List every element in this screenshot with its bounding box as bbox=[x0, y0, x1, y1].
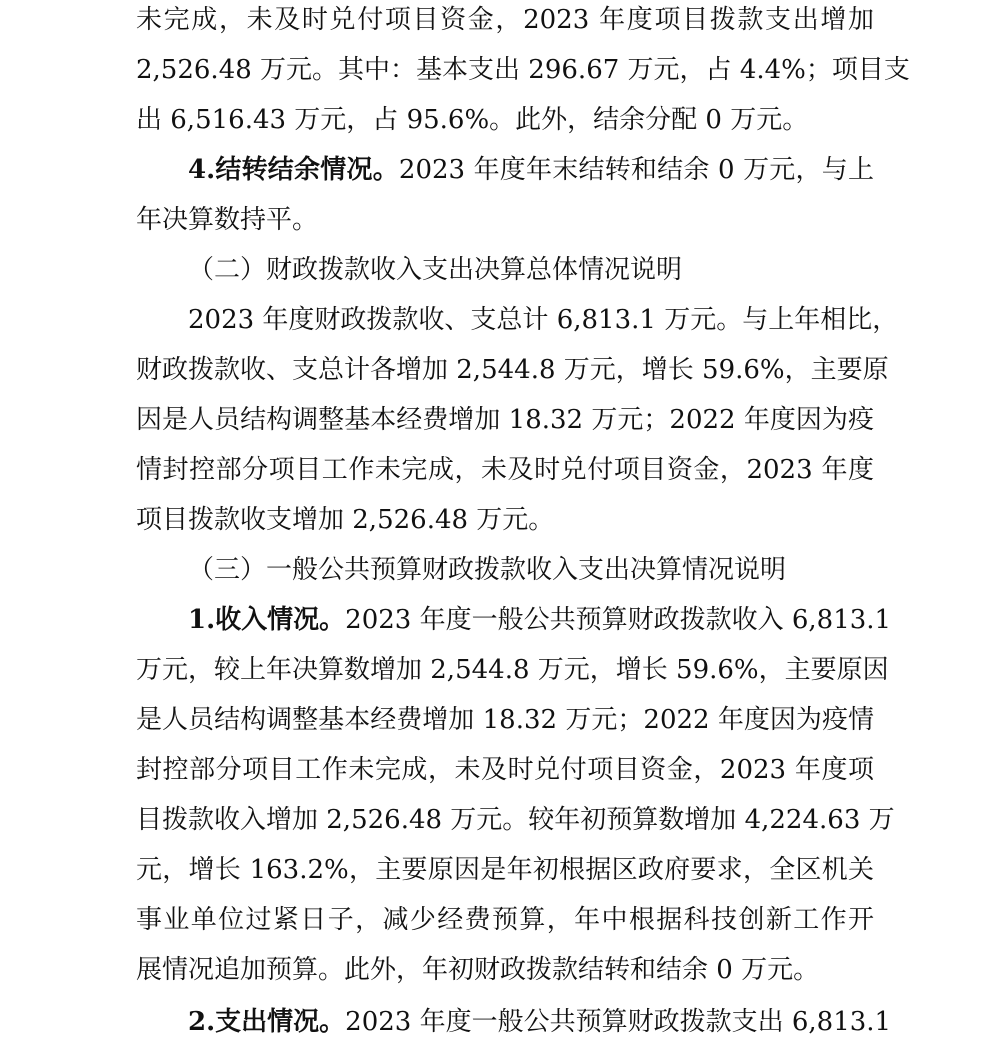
text-line: 2023 年度财政拨款收、支总计 6,813.1 万元。与上年相比， bbox=[188, 305, 899, 335]
text-line: 项目拨款收支增加 2,526.48 万元。 bbox=[136, 505, 555, 535]
expense-heading: 2.支出情况。 bbox=[188, 1007, 346, 1037]
text-line: 情封控部分项目工作未完成，未及时兑付项目资金，2023 年度 bbox=[136, 455, 874, 485]
carryover-heading: 4.结转结余情况。 bbox=[188, 155, 399, 185]
text-line: 因是人员结构调整基本经费增加 18.32 万元；2022 年度因为疫 bbox=[136, 405, 874, 435]
expense-text: 2023 年度一般公共预算财政拨款支出 6,813.1 bbox=[345, 1007, 892, 1037]
text-line: 出 6,516.43 万元，占 95.6%。此外，结余分配 0 万元。 bbox=[136, 105, 809, 135]
text-line: 是人员结构调整基本经费增加 18.32 万元；2022 年度因为疫情 bbox=[136, 705, 874, 735]
text-line: 万元，较上年决算数增加 2,544.8 万元，增长 59.6%，主要原因 bbox=[136, 655, 889, 685]
section-2-title: （二）财政拨款收入支出决算总体情况说明 bbox=[188, 255, 683, 285]
income-heading-line bbox=[188, 602, 892, 638]
text-line: 年决算数持平。 bbox=[136, 205, 319, 235]
text-line: 未完成，未及时兑付项目资金，2023 年度项目拨款支出增加 bbox=[136, 5, 874, 35]
text-line: 封控部分项目工作未完成，未及时兑付项目资金，2023 年度项 bbox=[136, 755, 874, 785]
carryover-text: 2023 年度年末结转和结余 0 万元，与上 bbox=[398, 155, 874, 185]
text-line: 财政拨款收、支总计各增加 2,544.8 万元，增长 59.6%，主要原 bbox=[136, 355, 889, 385]
text-line: 目拨款收入增加 2,526.48 万元。较年初预算数增加 4,224.63 万 bbox=[136, 805, 895, 835]
income-text: 2023 年度一般公共预算财政拨款收入 6,813.1 bbox=[345, 605, 892, 635]
text-line: 展情况追加预算。此外，年初财政拨款结转和结余 0 万元。 bbox=[136, 955, 820, 985]
text-line: 2,526.48 万元。其中：基本支出 296.67 万元，占 4.4%；项目支 bbox=[136, 55, 910, 85]
income-heading: 1.收入情况。 bbox=[188, 605, 346, 635]
text-line: 元，增长 163.2%，主要原因是年初根据区政府要求，全区机关 bbox=[136, 855, 874, 885]
text-line: 事业单位过紧日子，减少经费预算，年中根据科技创新工作开 bbox=[136, 905, 874, 935]
section-3-title: （三）一般公共预算财政拨款收入支出决算情况说明 bbox=[188, 555, 787, 585]
carryover-heading-line bbox=[188, 152, 874, 188]
expense-heading-line bbox=[188, 1004, 892, 1040]
